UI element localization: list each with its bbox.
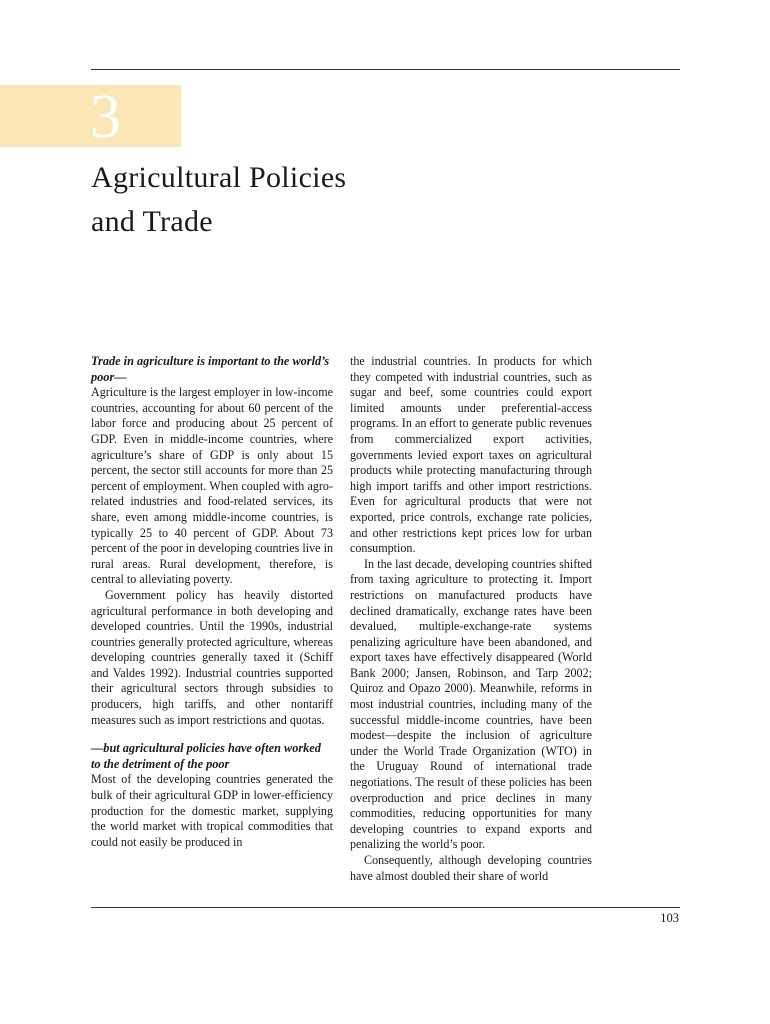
paragraph: the industrial countries. In products for which they competed with industrial countries, such as sugar and beef, some countries could export limited amounts under preferential-access programs. In an effort to generate public revenues from commercialized export activities, governments levied export taxes on agricultural products while protecting manufacturing through high import tariffs and other import restrictions. Even for agricultural products that were not exported, price controls, exchange rate policies, and other restrictions kept prices low for urban consumption. <box>350 354 592 556</box>
left-column <box>91 354 333 850</box>
right-column <box>350 354 592 884</box>
paragraph: In the last decade, developing countries shifted from taxing agriculture to protecting it. Import restrictions on manufactured products have declined dramatically, exchange rates have been devalued, multiple-exchange-rate systems penalizing agriculture have been abandoned, and export taxes have effectively disappeared (World Bank 2000; Jansen, Robinson, and Tarp 2002; Quiroz and Opazo 2000). Meanwhile, reforms in most industrial countries, including many of the successful middle-income countries, have been modest—despite the inclusion of agriculture under the World Trade Organization (WTO) in the Uruguay Round of international trade negotiations. The result of these policies has been overproduction and price declines in many commodities, reducing opportunities for many developing countries to expand exports and penalizing the world’s poor. <box>350 556 592 852</box>
paragraph: Agriculture is the largest employer in low-income countries, accounting for about 60 percent of the labor force and producing about 25 percent of GDP. Even in middle-income countries, where agriculture’s share of GDP is only about 15 percent, the sector still accounts for more than 25 percent of employment. When coupled with agro-related industries and food-related services, its share, even among middle-income countries, is typically 25 to 40 percent of GDP. About 73 percent of the poor in developing countries live in rural areas. Rural development, therefore, is central to alleviating poverty. <box>91 385 333 587</box>
paragraph: Government policy has heavily distorted agricultural performance in both developing and developed countries. Until the 1990s, industrial countries generally protected agriculture, whereas developing countries generally taxed it (Schiff and Valdes 1992). Industrial countries supported their agricultural sectors through subsidies to producers, high tariffs, and other nontariff measures such as import restrictions and quotas. <box>91 587 333 727</box>
subhead-policies-detriment: —but agricultural policies have often worked to the detriment of the poor <box>91 741 321 771</box>
chapter-number-box <box>0 83 181 151</box>
paragraph: Consequently, although developing countries have almost doubled their share of world <box>350 853 592 883</box>
chapter-title-line-1: Agricultural Policies <box>91 161 347 194</box>
chapter-title-line-2: and Trade <box>91 205 213 238</box>
bottom-rule <box>91 907 680 908</box>
chapter-title <box>91 156 346 244</box>
page-number: 103 <box>660 911 679 925</box>
subhead-trade-important: Trade in agriculture is important to the world’s poor— <box>91 354 330 384</box>
chapter-number: 3 <box>90 83 121 151</box>
paragraph: Most of the developing countries generated the bulk of their agricultural GDP in lower-efficiency production for the domestic market, supplying the world market with tropical commodities that could not easily be produced in <box>91 772 333 849</box>
top-rule <box>91 69 680 70</box>
